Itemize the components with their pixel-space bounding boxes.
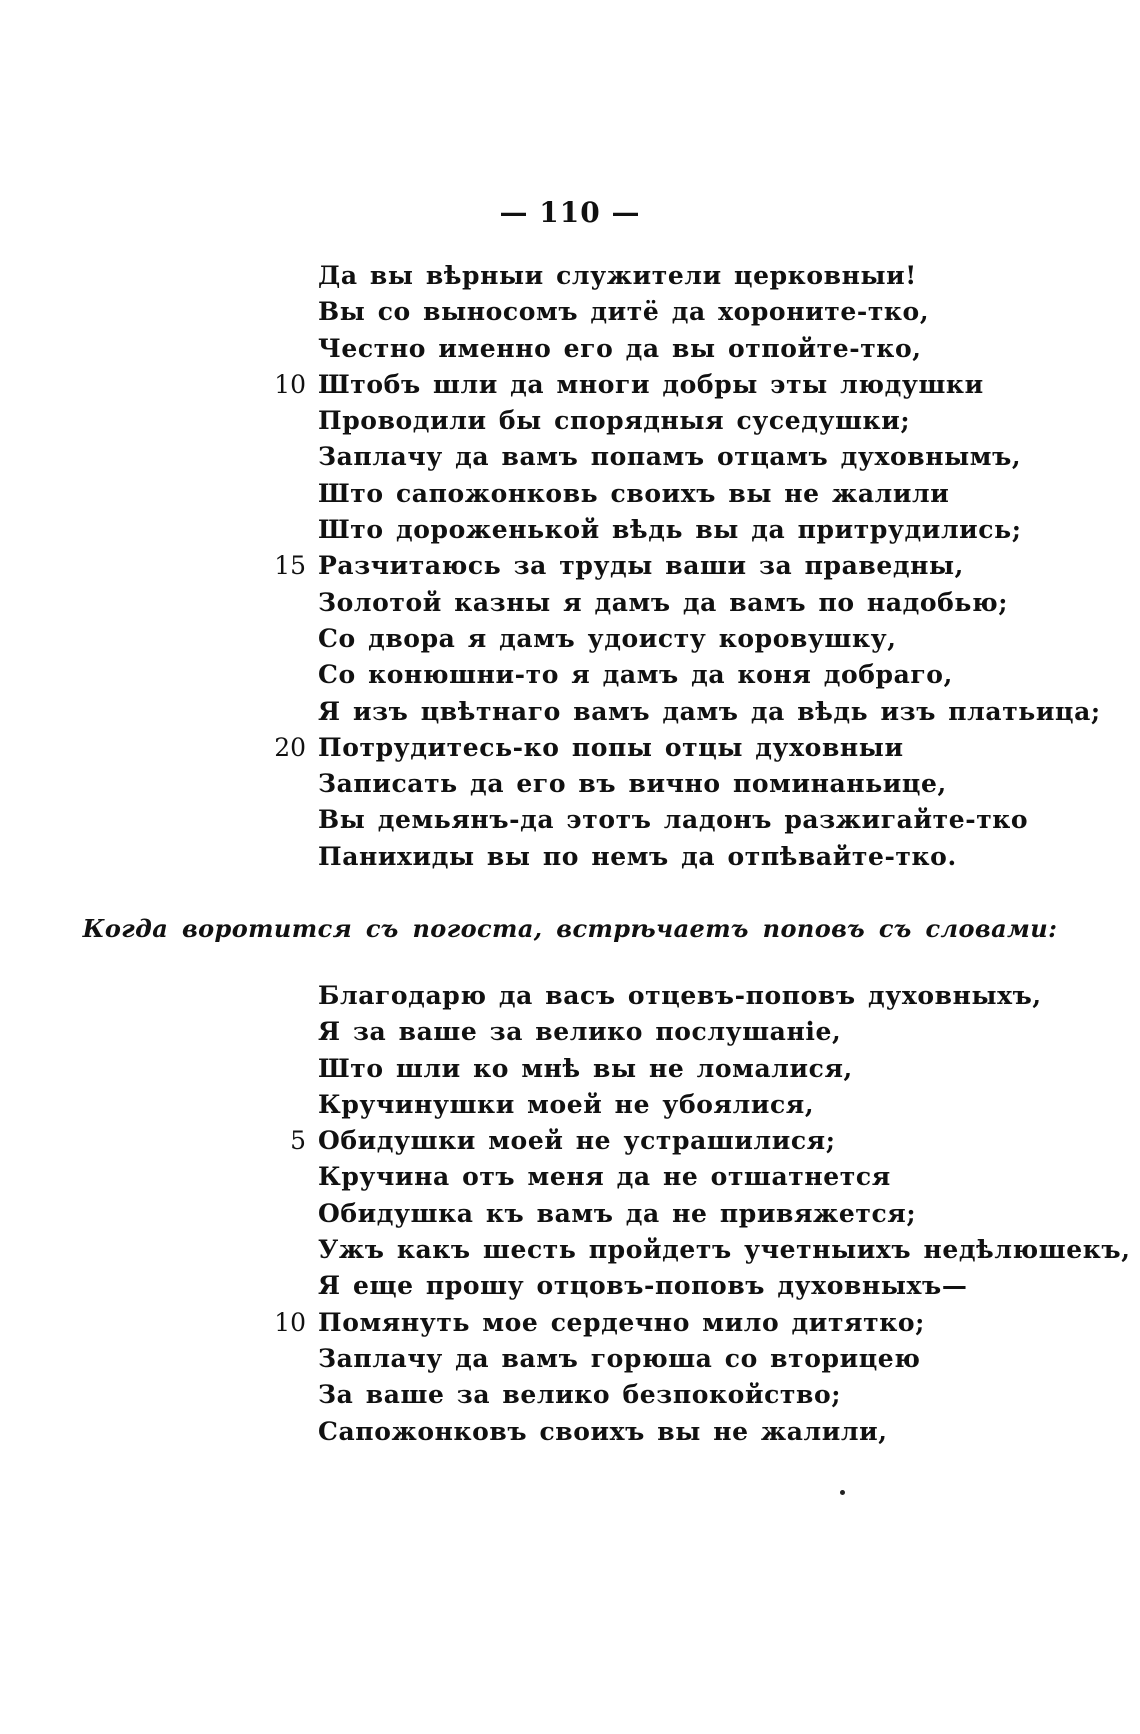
verse-line	[0, 621, 1140, 657]
verse-text: Золотой казны я дамъ да вамъ по надобью;	[318, 587, 1009, 617]
verse-line	[0, 1232, 1140, 1268]
verse-line	[0, 766, 1140, 802]
verse-line	[0, 294, 1140, 330]
verse-text: Заплачу да вамъ горюша со вторицею	[318, 1343, 921, 1373]
verse-line	[0, 1123, 1140, 1159]
line-number: 5	[290, 1126, 306, 1156]
verse-line	[0, 331, 1140, 367]
verse-text: Што сапожонковь своихъ вы не жалили	[318, 478, 950, 508]
line-number: 15	[274, 551, 306, 581]
stanza-first	[0, 258, 1140, 875]
verse-text: Записать да его въ вично поминаньице,	[318, 769, 947, 799]
verse-text: Панихиды вы по немъ да отпѣвайте-тко.	[318, 841, 957, 871]
verse-text: Честно именно его да вы отпойте-тко,	[318, 333, 922, 363]
verse-line	[0, 548, 1140, 584]
line-number: 20	[274, 732, 306, 762]
verse-text: Помянуть мое сердечно мило дитятко;	[318, 1307, 925, 1337]
verse-line	[0, 258, 1140, 294]
verse-text: Вы со выносомъ дитё да хороните-тко,	[318, 297, 930, 327]
verse-text: Разчитаюсь за труды ваши за праведны,	[318, 551, 964, 581]
verse-text: Вы демьянъ-да этотъ ладонъ разжигайте-тко	[318, 805, 1029, 835]
verse-line	[0, 978, 1140, 1014]
verse-text: Потрудитесь-ко попы отцы духовныи	[318, 732, 904, 762]
verse-text: Я за ваше за велико послушаніе,	[318, 1017, 842, 1047]
verse-line	[0, 657, 1140, 693]
verse-text: Я изъ цвѣтнаго вамъ дамъ да вѣдь изъ платьица;	[318, 696, 1101, 726]
verse-text: Благодарю да васъ отцевъ-поповъ духовныхъ,	[318, 981, 1042, 1010]
line-number: 10	[274, 369, 306, 399]
verse-text: Штобъ шли да многи добры эты людушки	[318, 369, 984, 399]
verse-text: Ужъ какъ шесть пройдетъ учетныихъ недѣлюшекъ,	[318, 1235, 1131, 1265]
verse-text: Кручинушки моей не убоялися,	[318, 1089, 815, 1119]
verse-line	[0, 1341, 1140, 1377]
verse-line	[0, 1051, 1140, 1087]
verse-line	[0, 694, 1140, 730]
verse-text: Да вы вѣрныи служители церковныи!	[318, 261, 917, 290]
verse-text: Проводили бы спорядныя суседушки;	[318, 406, 911, 436]
verse-line	[0, 802, 1140, 838]
ink-speck	[840, 1490, 845, 1495]
verse-line	[0, 1014, 1140, 1050]
verse-line	[0, 476, 1140, 512]
verse-text: Сапожонковъ своихъ вы не жалили,	[318, 1416, 888, 1446]
verse-text: Заплачу да вамъ попамъ отцамъ духовнымъ,	[318, 442, 1022, 472]
line-number: 10	[274, 1307, 306, 1337]
stage-direction: Когда воротится съ погоста, встрѣчаетъ поповъ съ словами:	[82, 914, 1058, 943]
verse-text: Обидушки моей не устрашилися;	[318, 1126, 836, 1156]
verse-text: Со двора я дамъ удоисту коровушку,	[318, 623, 897, 653]
verse-text: За ваше за велико безпокойство;	[318, 1380, 842, 1410]
verse-line	[0, 403, 1140, 439]
verse-line	[0, 367, 1140, 403]
verse-line	[0, 1159, 1140, 1195]
verse-text: Што шли ко мнѣ вы не ломалися,	[318, 1053, 853, 1083]
verse-text: Я еще прошу отцовъ-поповъ духовныхъ—	[318, 1271, 968, 1301]
verse-text: Со конюшни-то я дамъ да коня добраго,	[318, 660, 953, 690]
verse-line	[0, 585, 1140, 621]
verse-text: Што дороженькой вѣдь вы да притрудились;	[318, 515, 1022, 545]
verse-line	[0, 1196, 1140, 1232]
verse-text: Кручина отъ меня да не отшатнется	[318, 1162, 891, 1192]
verse-line	[0, 1414, 1140, 1450]
verse-line	[0, 439, 1140, 475]
verse-line	[0, 1377, 1140, 1413]
verse-line	[0, 1087, 1140, 1123]
verse-line	[0, 730, 1140, 766]
verse-line	[0, 512, 1140, 548]
page-number: — 110 —	[499, 196, 641, 229]
verse-text: Обидушка къ вамъ да не привяжется;	[318, 1198, 917, 1228]
verse-line	[0, 1268, 1140, 1304]
verse-line	[0, 839, 1140, 875]
verse-line	[0, 1305, 1140, 1341]
stanza-second	[0, 978, 1140, 1450]
